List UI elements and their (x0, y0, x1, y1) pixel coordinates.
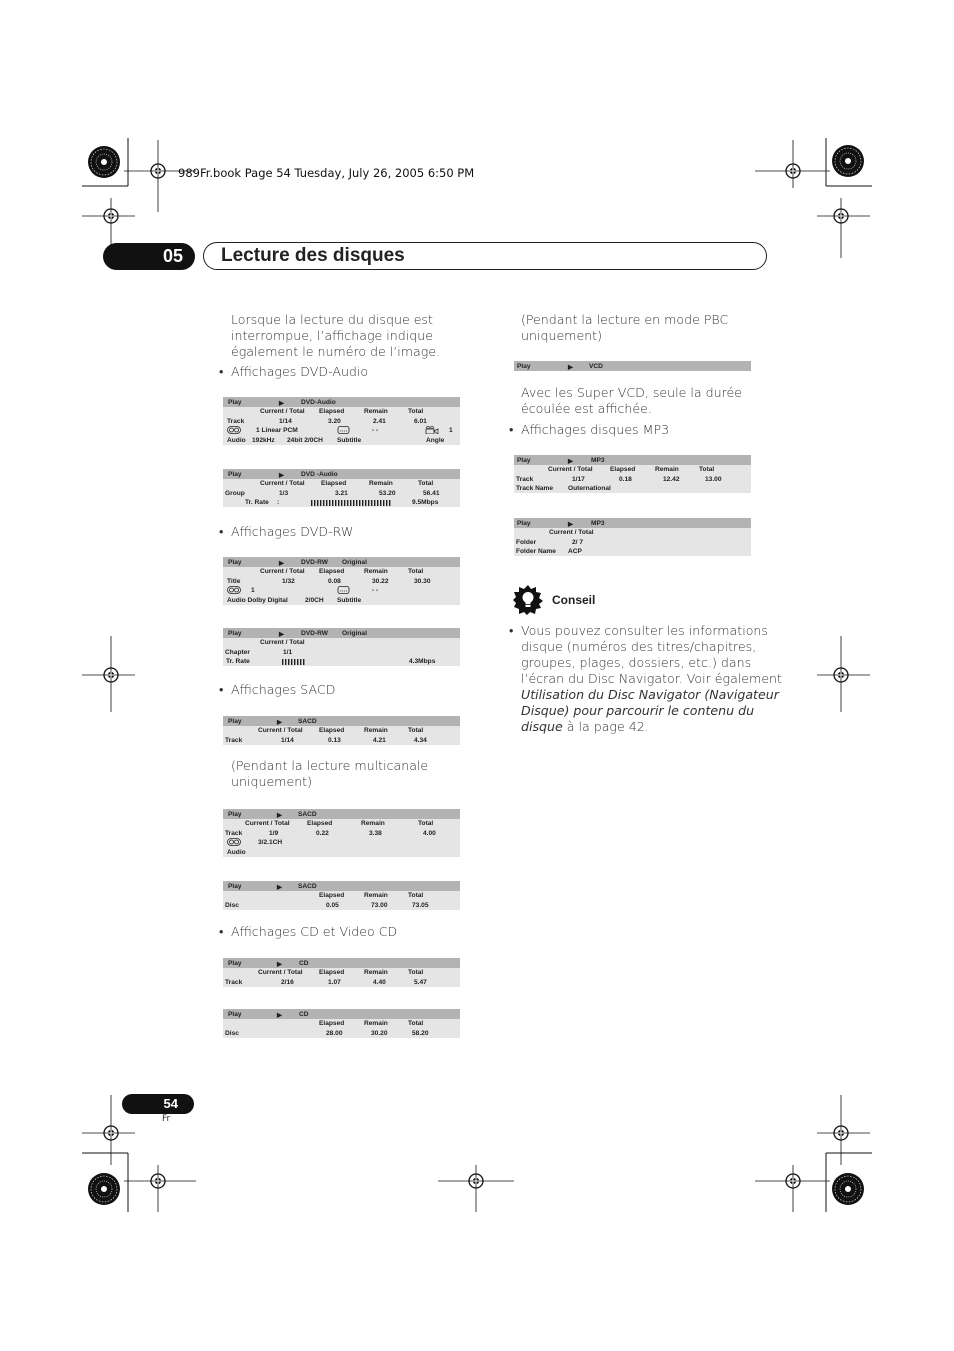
bullet-sacd: • Affichages SACD (231, 682, 335, 698)
rate-bar-icon (311, 500, 393, 506)
chapter-title: Lecture des disques (203, 242, 767, 270)
bullet-mp3: • Affichages disques MP3 (521, 422, 669, 438)
bullet-dvd-rw: • Affichages DVD-RW (231, 524, 353, 540)
registration-star-icon (832, 145, 864, 177)
display-dvd-rw-2: Play ▶ DVD-RW Original Current / Total Chapter 1/1 Tr. Rate 4.3Mbps (223, 628, 460, 666)
display-dvd-rw-1: Play ▶ DVD-RW Original Current / Total Elapsed Remain Total Title 1/32 0.08 30.22 30.30 1 - - Audio Dolby Digital 2/0CH Subtitle (223, 557, 460, 605)
bullet-cd: • Affichages CD et Video CD (231, 924, 397, 940)
super-vcd-note: Avec les Super VCD, seule la durée écoulée est affichée. (521, 385, 742, 416)
registration-star-icon (832, 1173, 864, 1205)
rate-bar-icon (282, 659, 306, 665)
intro-paragraph: Lorsque la lecture du disque est interrompue, l’affichage indique également le numéro de l’image. (231, 312, 441, 359)
audio-icon (227, 586, 241, 594)
pbc-note: (Pendant la lecture en mode PBC uniquement) (521, 312, 729, 343)
display-mp3-1: Play ▶ MP3 Current / Total Elapsed Remain Total Track 1/17 0.18 12.42 13.00 Track Name Outernational (514, 455, 751, 493)
angle-icon (425, 426, 439, 434)
display-dvd-audio-1: Play ▶ DVD-Audio Current / Total Elapsed Remain Total Track 1/14 3.20 2.41 6.01 1 Linear PCM - - 1 Audio 192kHz 24bit 2/0CH Subtitle Angle (223, 397, 460, 445)
display-sacd-1: Play ▶ SACD Current / Total Elapsed Remain Total Track 1/14 0.13 4.21 4.34 (223, 716, 460, 745)
lightbulb-tip-icon (513, 585, 543, 615)
book-header: 989Fr.book Page 54 Tuesday, July 26, 2005 6:50 PM (178, 166, 475, 180)
display-sacd-2: Play ▶ SACD Current / Total Elapsed Remain Total Track 1/9 0.22 3.38 4.00 3/2.1CH Audio (223, 809, 460, 857)
page-language: Fr (162, 1114, 171, 1124)
audio-icon (227, 426, 241, 434)
tip-paragraph: • Vous pouvez consulter les informations disque (numéros des titres/chapitres, groupes, plages, dossiers, etc.) dans l’écran du Disc Navigator. Voir également Utilisation du Disc Navigator (Navigateur Disque) pour parcourir le contenu du disque à la page 42. (521, 623, 782, 735)
display-dvd-audio-2: Play ▶ DVD -Audio Current / Total Elapsed Remain Total Group 1/3 3.21 53.20 56.41 Tr. Rate : 9.5Mbps (223, 469, 460, 507)
display-vcd: Play ▶ VCD (514, 361, 751, 371)
chapter-number: 05 (103, 243, 195, 270)
multichannel-note: (Pendant la lecture multicanale uniquement) (231, 758, 429, 789)
subtitle-icon (337, 426, 351, 434)
display-cd-2: Play ▶ CD Elapsed Remain Total Disc 28.00 30.20 58.20 (223, 1009, 460, 1038)
registration-star-icon (88, 1173, 120, 1205)
page-number: 54 (122, 1094, 194, 1114)
audio-icon (227, 838, 241, 846)
display-mp3-2: Play ▶ MP3 Current / Total Folder 2/ 7 Folder Name ACP (514, 518, 751, 556)
subtitle-icon (337, 586, 351, 594)
tip-title: Conseil (552, 593, 596, 607)
bullet-dvd-audio: • Affichages DVD-Audio (231, 364, 368, 380)
display-sacd-3: Play ▶ SACD Elapsed Remain Total Disc 0.05 73.00 73.05 (223, 881, 460, 910)
display-cd-1: Play ▶ CD Current / Total Elapsed Remain Total Track 2/16 1.07 4.40 5.47 (223, 958, 460, 987)
registration-star-icon (88, 146, 120, 178)
